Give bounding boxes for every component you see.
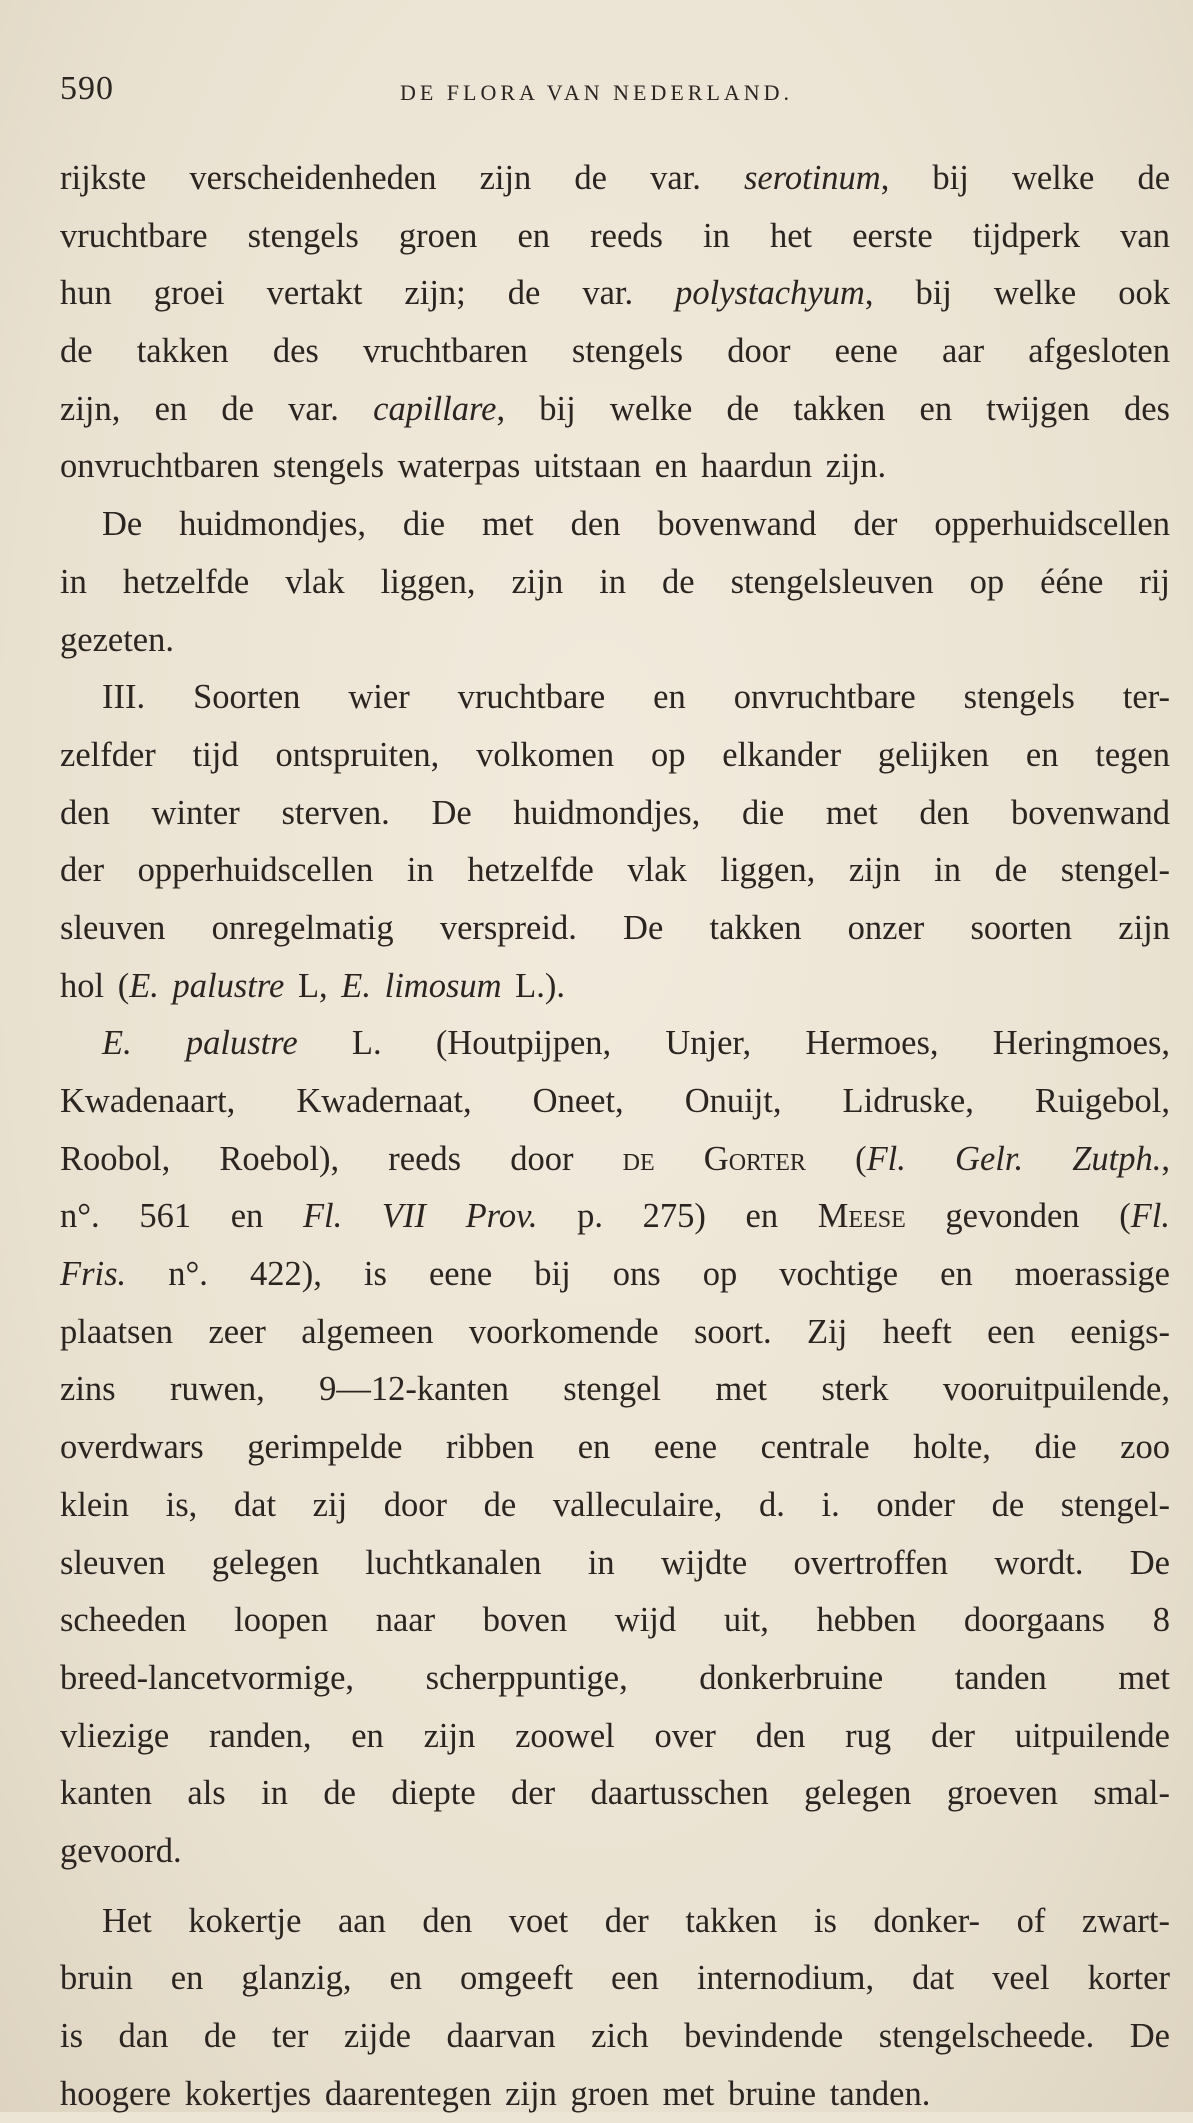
- text-run: Het kokertje aan den voet der takken is donker- of zwart-: [102, 1901, 1170, 1940]
- text-line: [60, 1419, 1170, 1477]
- text-run: zijn, en de var.: [60, 389, 374, 428]
- text-run: sleuven gelegen luchtkanalen in wijdte overtroffen wordt. De: [60, 1543, 1170, 1582]
- text-run: De huidmondjes, die met den bovenwand der opperhuidscellen: [102, 505, 1170, 544]
- text-line: [60, 669, 1170, 727]
- text-line: [60, 1893, 1170, 1951]
- text-line: [60, 323, 1170, 381]
- text-run: vliezige randen, en zijn zoowel over den rug der uitpuilende: [60, 1716, 1170, 1755]
- text-line: [60, 900, 1170, 958]
- text-line: [60, 496, 1170, 554]
- text-line: [60, 2008, 1170, 2066]
- text-line: [60, 208, 1170, 266]
- text-run: de takken des vruchtbaren stengels door eene aar afgesloten: [60, 332, 1170, 371]
- text-run: scheeden loopen naar boven wijd uit, hebben doorgaans 8: [60, 1601, 1170, 1640]
- text-line: [60, 1650, 1170, 1708]
- running-head: DE FLORA VAN NEDERLAND.: [399, 80, 794, 105]
- italic-text: capillare: [373, 389, 497, 428]
- text-line: [60, 1246, 1170, 1304]
- text-line: [60, 1188, 1170, 1246]
- italic-text: Fris.: [60, 1255, 127, 1294]
- text-line: [60, 1765, 1170, 1823]
- text-run: overdwars gerimpelde ribben en eene centrale holte, die zoo: [60, 1428, 1170, 1467]
- text-run: ,: [1161, 1139, 1170, 1178]
- text-line: [60, 554, 1170, 612]
- text-line: [60, 381, 1170, 439]
- text-line: [60, 785, 1170, 843]
- italic-text: Fl.: [1130, 1197, 1170, 1236]
- body-text: [60, 150, 1170, 2123]
- text-run: sleuven onregelmatig verspreid. De takken onzer soorten zijn: [60, 908, 1170, 947]
- text-run: breed-lancetvormige, scherppuntige, donkerbruine tanden met: [60, 1658, 1170, 1697]
- text-run: den winter sterven. De huidmondjes, die met den bovenwand: [60, 793, 1170, 832]
- text-run: , bij welke de takken en twijgen des: [496, 389, 1170, 428]
- text-line: [60, 265, 1170, 323]
- text-run: p. 275) en: [537, 1197, 818, 1236]
- italic-text: E. palustre: [102, 1024, 298, 1063]
- text-line: [60, 1361, 1170, 1419]
- text-run: klein is, dat zij door de valleculaire, d. i. onder de stengel-: [60, 1485, 1170, 1524]
- small-caps-text: de Gorter: [622, 1139, 806, 1178]
- italic-text: E. limosum: [341, 966, 502, 1005]
- text-run: plaatsen zeer algemeen voorkomende soort. Zij heeft een eenigs-: [60, 1312, 1170, 1351]
- text-run: hun groei vertakt zijn; de var.: [60, 274, 676, 313]
- text-run: gevonden (: [905, 1197, 1131, 1236]
- text-line: [60, 1477, 1170, 1535]
- text-run: hoogere kokertjes daarentegen zijn groen met bruine tanden.: [60, 2074, 931, 2113]
- text-line: [60, 1950, 1170, 2008]
- text-run: gezeten.: [60, 620, 174, 659]
- text-run: L. (Houtpijpen, Unjer, Hermoes, Heringmoes,: [297, 1024, 1170, 1063]
- text-run: , bij welke de: [880, 159, 1171, 197]
- text-run: onvruchtbaren stengels waterpas uitstaan en haardun zijn.: [60, 447, 887, 486]
- page-number: 590: [60, 70, 114, 107]
- text-run: zins ruwen, 9—12-kanten stengel met sterk vooruitpuilende,: [60, 1370, 1170, 1409]
- text-run: gevoord.: [60, 1831, 182, 1870]
- text-line: [60, 2066, 1170, 2123]
- text-run: hol (: [60, 966, 130, 1005]
- text-line: [60, 438, 1170, 496]
- text-run: n°. 561 en: [60, 1197, 303, 1236]
- text-line: [60, 1535, 1170, 1593]
- text-run: L.).: [501, 966, 565, 1005]
- text-run: bruin en glanzig, en omgeeft een internodium, dat veel korter: [60, 1959, 1170, 1998]
- text-run: is dan de ter zijde daarvan zich bevindende stengelscheede. De: [60, 2017, 1170, 2055]
- page-header: [60, 70, 1133, 120]
- paragraph-gap: [60, 1881, 1170, 1893]
- text-line: [60, 1592, 1170, 1650]
- italic-text: serotinum: [743, 159, 881, 197]
- text-line: [60, 1073, 1170, 1131]
- text-run: rijkste verscheidenheden zijn de var.: [60, 159, 744, 197]
- small-caps-text: Meese: [817, 1197, 906, 1236]
- text-line: [60, 1708, 1170, 1766]
- text-line: [60, 1131, 1170, 1189]
- text-run: n°. 422), is eene bij ons op vochtige en moerassige: [126, 1255, 1170, 1294]
- text-line: [60, 150, 1170, 208]
- text-line: [60, 842, 1170, 900]
- italic-text: E. palustre: [129, 966, 285, 1005]
- text-run: L,: [284, 966, 342, 1005]
- italic-text: Fl. VII Prov.: [302, 1197, 538, 1236]
- text-run: in hetzelfde vlak liggen, zijn in de stengelsleuven op ééne rij: [60, 562, 1170, 601]
- text-run: Roobol, Roebol), reeds door: [60, 1139, 623, 1178]
- text-line: [60, 612, 1170, 670]
- text-line: [60, 727, 1170, 785]
- text-line: [60, 1304, 1170, 1362]
- text-run: der opperhuidscellen in hetzelfde vlak liggen, zijn in de stengel-: [60, 851, 1170, 890]
- text-run: vruchtbare stengels groen en reeds in het eerste tijdperk van: [60, 216, 1170, 255]
- text-run: III. Soorten wier vruchtbare en onvruchtbare stengels ter-: [102, 678, 1170, 717]
- text-run: zelfder tijd ontspruiten, volkomen op elkander gelijken en tegen: [60, 735, 1170, 774]
- text-run: kanten als in de diepte der daartusschen gelegen groeven smal-: [60, 1774, 1170, 1813]
- italic-text: polystachyum: [675, 274, 865, 313]
- text-line: [60, 1823, 1170, 1881]
- text-run: Kwadenaart, Kwadernaat, Oneet, Onuijt, Lidruske, Ruigebol,: [60, 1082, 1170, 1120]
- text-run: , bij welke ook: [864, 274, 1170, 313]
- text-line: [60, 1015, 1170, 1073]
- text-line: [60, 958, 1170, 1016]
- text-run: (: [805, 1139, 867, 1178]
- italic-text: Fl. Gelr. Zutph.: [866, 1139, 1162, 1178]
